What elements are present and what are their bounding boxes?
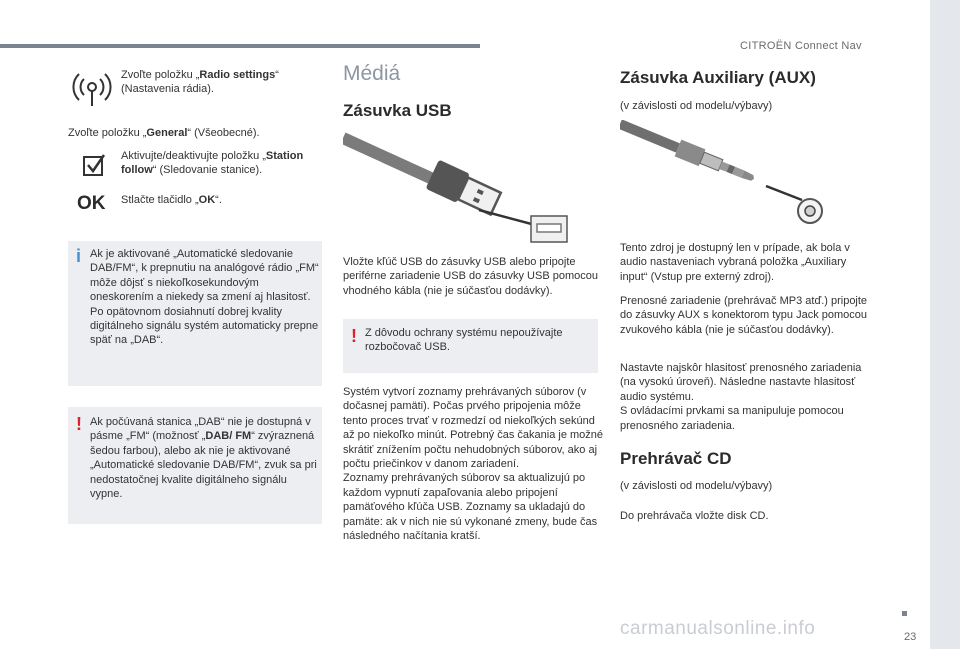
section-title: Médiá (343, 62, 401, 85)
cd-heading: Prehrávač CD (620, 449, 732, 468)
warning-note (68, 407, 322, 524)
info-mark-icon: i (76, 246, 82, 266)
aux-jack-illustration (620, 120, 830, 228)
side-strip (930, 0, 960, 649)
warning-mark-icon: ! (76, 414, 82, 434)
header-bar (0, 44, 480, 48)
info-note (68, 241, 322, 386)
brand-label: CITROËN Connect Nav (740, 40, 862, 52)
warning-note-text: Ak počúvaná stanica „DAB“ nie je dostupná v pásme „FM“ (možnosť „DAB/ FM“ zvýraznená šedou farbou), alebo ak nie je aktivované „Automatické sledovanie DAB/FM“, zvuk sa pri nedostatočnej kvalite digitálneho signálu vypne. (90, 416, 317, 501)
continue-marker (902, 611, 907, 616)
radio-settings-text: Zvoľte položku „Radio settings“ (Nastavenia rádia). (121, 69, 279, 96)
cd-dependency: (v závislosti od modelu/výbavy) (620, 480, 773, 492)
info-note-text: Ak je aktivované „Automatické sledovanie DAB/FM“, k prepnutiu na analógové rádio „FM“ môže dôjsť s niekoľkosekundovým oneskorením a niekedy sa zmení aj hlasitosť. Po opätovnom dosiahnutí dobrej kvality digitálneho signálu systém automaticky prepne späť na „DAB“. (90, 248, 319, 347)
usb-warning-text: Z dôvodu ochrany systému nepoužívajte rozbočovač USB. (365, 327, 563, 354)
aux-text-1: Tento zdroj je dostupný len v prípade, ak bola v audio nastaveniach vybraná položka „Auxiliary input“ (Vstup pre externý zdroj). (620, 242, 850, 283)
playlist-text: Systém vytvorí zoznamy prehrávaných súborov (v dočasnej pamäti). Počas prvého pripojenia môže tento proces trvať v rozmedzí od niekoľkých sekúnd až po niekoľko minút. Potrebný čas čakania je možné skrátiť znížením počtu nehudobných súborov, ako aj počtu priečinkov v danom zariadení. Zoznamy prehrávaných súborov sa aktualizujú po každom vypnutí zapaľovania alebo pripojení pamäťového kľúča USB. Zoznamy sa ukladajú do pamäte: ak v nich nie sú vykonané zmeny, bude čas následného načítania kratší. (343, 386, 604, 543)
station-follow-text: Aktivujte/deaktivujte položku „Station follow“ (Sledovanie stanice). (121, 150, 304, 177)
aux-text-3: Nastavte najskôr hlasitosť prenosného zariadenia (na vysokú úroveň). Následne nastavte hlasitosť audio systému. S ovládacími prvkami sa manipuluje pomocou prenosného zariadenia. (620, 362, 862, 432)
aux-text-2: Prenosné zariadenie (prehrávač MP3 atď.) pripojte do zásuvky AUX s konektorom typu Jack pomocou zvukového kábla (nie je súčasťou dodávky). (620, 295, 868, 336)
usb-warning-note (343, 319, 598, 373)
ok-icon: OK (77, 193, 106, 214)
usb-plug-illustration (343, 130, 603, 248)
ok-text: Stlačte tlačidlo „OK“. (121, 194, 222, 206)
general-text: Zvoľte položku „General“ (Všeobecné). (68, 127, 260, 139)
watermark: carmanualsonline.info (620, 618, 816, 639)
warning-mark-icon: ! (351, 326, 357, 346)
page-number: 23 (904, 631, 917, 643)
radio-antenna-icon (68, 68, 116, 108)
aux-heading: Zásuvka Auxiliary (AUX) (620, 68, 816, 87)
cd-text: Do prehrávača vložte disk CD. (620, 510, 769, 522)
usb-heading: Zásuvka USB (343, 101, 452, 120)
aux-dependency: (v závislosti od modelu/výbavy) (620, 100, 773, 112)
usb-text: Vložte kľúč USB do zásuvky USB alebo pripojte periférne zariadenie USB do zásuvky USB pomocou vhodného kábla (nie je súčasťou dodávky). (343, 256, 598, 297)
